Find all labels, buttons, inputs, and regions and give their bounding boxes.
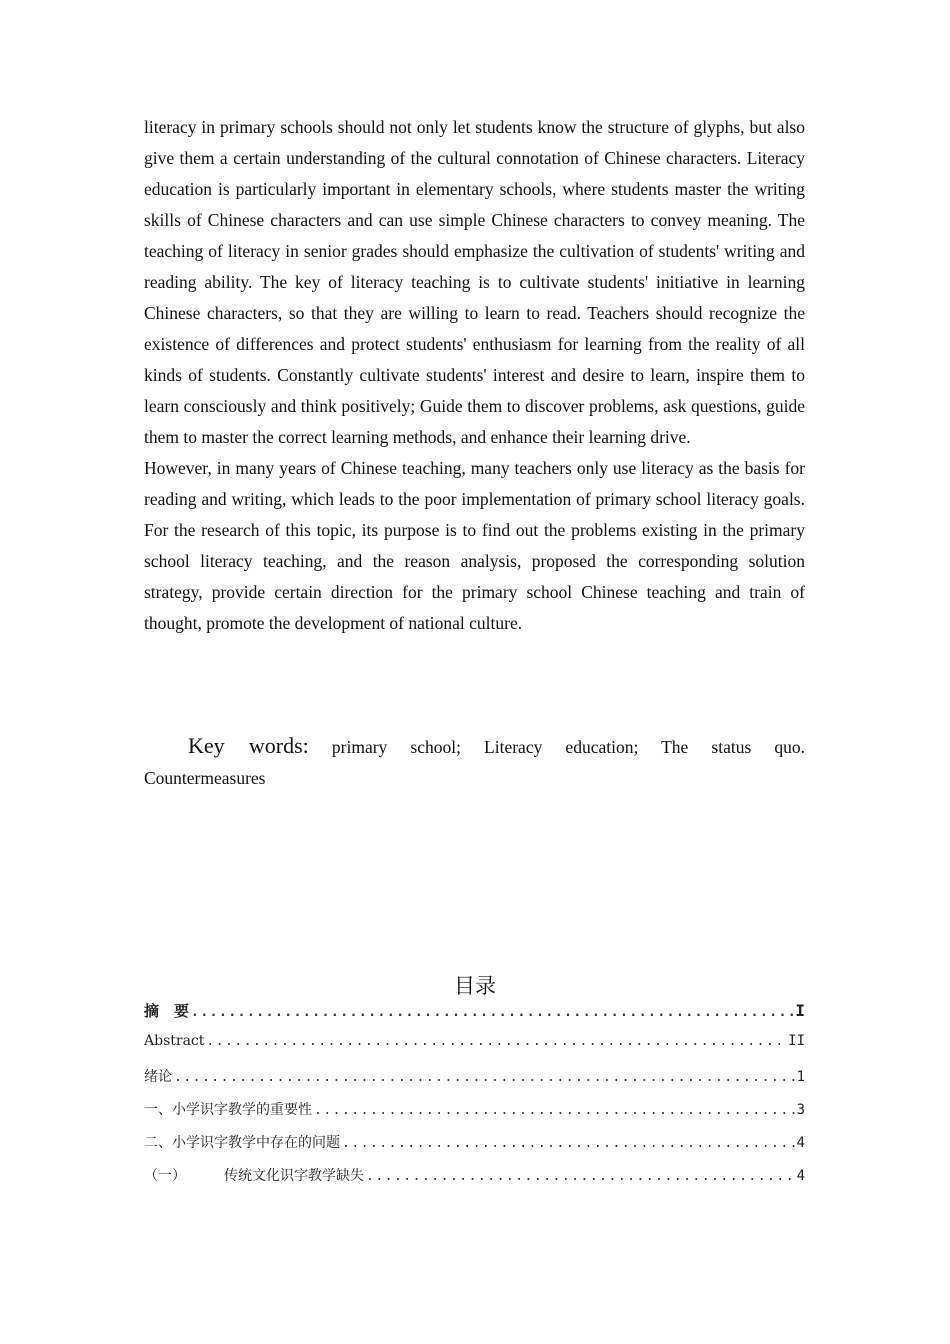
toc-title: 目录 bbox=[454, 974, 496, 998]
toc-entry[interactable] bbox=[144, 1099, 805, 1132]
abstract-paragraph-1: literacy in primary schools should not only let students know the structure of glyphs, but also give them a certain understanding of the cultural connotation of Chinese characters. Literacy education is particularly important in elementary schools, where students master the writing skills of Chinese characters and can use simple Chinese characters to convey meaning. The teaching of literacy in senior grades should emphasize the cultivation of students' writing and reading ability. The key of literacy teaching is to cultivate students' initiative in learning Chinese characters, so that they are willing to learn to read. Teachers should recognize the existence of differences and protect students' enthusiasm for learning from the reality of all kinds of students. Constantly cultivate students' interest and desire to learn, inspire them to learn consciously and think positively; Guide them to discover problems, ask questions, guide them to master the correct learning methods, and enhance their learning drive. bbox=[144, 117, 805, 447]
toc-entry-label: 一、小学识字教学的重要性 bbox=[144, 1102, 312, 1118]
toc-leader-dots bbox=[191, 1005, 793, 1020]
toc-entry-label: 摘 要 bbox=[144, 1002, 190, 1020]
toc-entry[interactable] bbox=[144, 1132, 805, 1165]
abstract-paragraph-2: However, in many years of Chinese teaching, many teachers only use literacy as the basis for reading and writing, which leads to the poor implementation of primary school literacy goals. For the research of this topic, its purpose is to find out the problems existing in the primary school literacy teaching, and the reason analysis, proposed the corresponding solution strategy, provide certain direction for the primary school Chinese teaching and train of thought, promote the development of national culture. bbox=[144, 458, 805, 633]
table-of-contents bbox=[144, 1000, 805, 1198]
toc-entry-label: 传统文化识字教学缺失 bbox=[224, 1168, 364, 1184]
keywords-continuation: Countermeasures bbox=[144, 768, 266, 788]
toc-entry[interactable] bbox=[144, 1000, 805, 1033]
toc-entry-label: Abstract bbox=[144, 1033, 205, 1049]
toc-entry-page: 1 bbox=[796, 1069, 805, 1085]
keywords-values: primary school; Literacy education; The status quo. bbox=[331, 737, 806, 757]
toc-entry[interactable] bbox=[144, 1165, 805, 1198]
toc-entry-page: I bbox=[795, 1001, 805, 1020]
toc-leader-dots bbox=[366, 1169, 795, 1184]
toc-entry-number: （一） bbox=[144, 1168, 186, 1184]
toc-entry[interactable] bbox=[144, 1033, 805, 1066]
toc-leader-dots bbox=[342, 1136, 795, 1151]
keywords-label: Key words: bbox=[188, 733, 309, 758]
toc-entry-page: 3 bbox=[796, 1102, 805, 1118]
toc-entry[interactable] bbox=[144, 1066, 805, 1099]
toc-entry-page: II bbox=[788, 1033, 805, 1049]
toc-leader-dots bbox=[174, 1070, 795, 1085]
keywords-line bbox=[144, 730, 805, 763]
abstract-body bbox=[144, 112, 805, 639]
toc-entry-label: 二、小学识字教学中存在的问题 bbox=[144, 1135, 340, 1151]
toc-entry-page: 4 bbox=[796, 1135, 805, 1151]
toc-entry-page: 4 bbox=[796, 1168, 805, 1184]
toc-leader-dots bbox=[206, 1034, 786, 1049]
toc-leader-dots bbox=[314, 1103, 795, 1118]
toc-entry-label: 绪论 bbox=[144, 1069, 172, 1085]
